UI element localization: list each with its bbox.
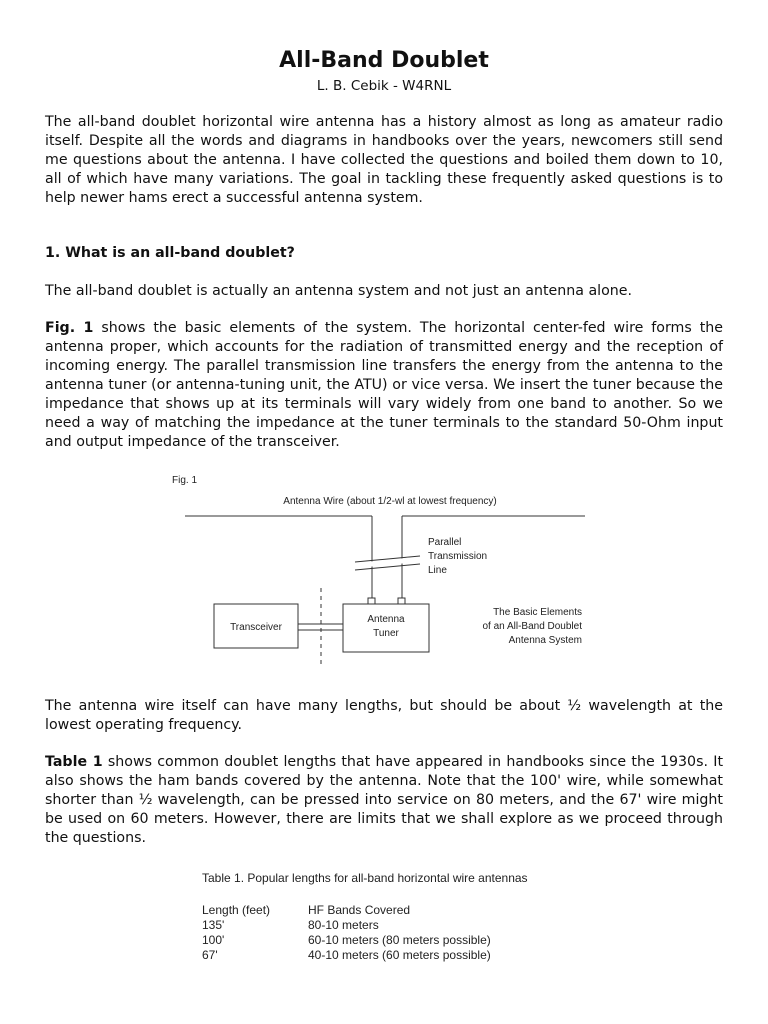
tuner-label-line-1: Antenna: [367, 614, 405, 625]
table-header-length: Length (feet): [202, 903, 271, 917]
antenna-wire-label: Antenna Wire (about 1/2-wl at lowest frequency): [283, 496, 497, 507]
feedline-label-line-1: Parallel: [428, 537, 462, 548]
wire-length-paragraph: The antenna wire itself can have many lengths, but should be about ½ wavelength at the lowest operating frequency.: [45, 698, 723, 733]
transceiver-label: Transceiver: [230, 622, 282, 633]
tuner-terminal-right: [398, 598, 405, 604]
table-title: Table 1. Popular lengths for all-band horizontal wire antennas: [202, 871, 528, 885]
figure-caption-line-3: Antenna System: [508, 635, 582, 646]
system-elements-text: shows the basic elements of the system. The horizontal center-fed wire forms the antenna proper, which accounts for the radiation of transmitted energy and the reception of incoming energy. The parallel transmission line transfers the energy from the antenna to the antenna tuner (or antenna-tuning unit, the ATU) or vice versa. We insert the tuner because the impedance that shows up at its terminals will vary widely from one band to another. So we need a way of matching the impedance at the tuner terminals to the standard 50-Ohm input and output impedance of the transceiver.: [45, 320, 723, 450]
table-row: [202, 918, 582, 933]
table-reference-paragraph: [45, 753, 723, 848]
feedline-break-gap: [364, 563, 380, 565]
table-cell-bands: 40-10 meters (60 meters possible): [308, 948, 491, 962]
fig-1-reference: Fig. 1: [45, 320, 94, 336]
table-cell-length: 67': [202, 948, 218, 962]
table-reference-text: shows common doublet lengths that have appeared in handbooks since the 1930s. It also shows the ham bands covered by the antenna. Note that the 100' wire, while somewhat shorter than ½ wavelength, can be pressed into service on 80 meters, and the 67' wire might be used on 60 meters. However, there are limits that we shall explore as we proceed through the questions.: [45, 754, 724, 846]
figure-label: Fig. 1: [172, 475, 198, 486]
system-elements-paragraph: [45, 319, 723, 452]
table-row: [202, 948, 582, 963]
tuner-terminal-left: [368, 598, 375, 604]
table-row: [202, 933, 582, 948]
document-title: All-Band Doublet: [279, 48, 489, 73]
table-cell-bands: 60-10 meters (80 meters possible): [308, 933, 491, 947]
section-heading-1: 1. What is an all-band doublet?: [45, 245, 295, 261]
figure-caption-line-1: The Basic Elements: [493, 607, 582, 618]
table-cell-length: 135': [202, 918, 225, 932]
intro-paragraph: The all-band doublet horizontal wire antenna has a history almost as long as amateur radio itself. Despite all the words and diagrams in handbooks over the years, newcomers still send me questions about the antenna. I have collected the questions and boiled them down to 10, all of which have many variations. The goal in tackling these frequently asked questions is to help newer hams erect a successful antenna system.: [45, 114, 723, 206]
figure-caption-line-2: of an All-Band Doublet: [482, 621, 582, 632]
table-header-bands: HF Bands Covered: [308, 903, 411, 917]
feedline-label-line-2: Transmission: [428, 551, 488, 562]
feedline-label-line-3: Line: [428, 565, 447, 576]
table-1: [202, 871, 582, 963]
definition-paragraph: The all-band doublet is actually an antenna system and not just an antenna alone.: [45, 283, 633, 299]
document-author: L. B. Cebik - W4RNL: [316, 78, 452, 94]
figure-1-diagram: [160, 468, 600, 668]
feedline-break-gap: [394, 560, 410, 562]
feedline-break-mark: [355, 556, 420, 562]
table-cell-length: 100': [202, 933, 225, 947]
tuner-label-line-2: Tuner: [373, 628, 399, 639]
table-1-reference: Table 1: [45, 754, 103, 770]
table-cell-bands: 80-10 meters: [308, 918, 379, 932]
table-header-row: [202, 903, 582, 918]
